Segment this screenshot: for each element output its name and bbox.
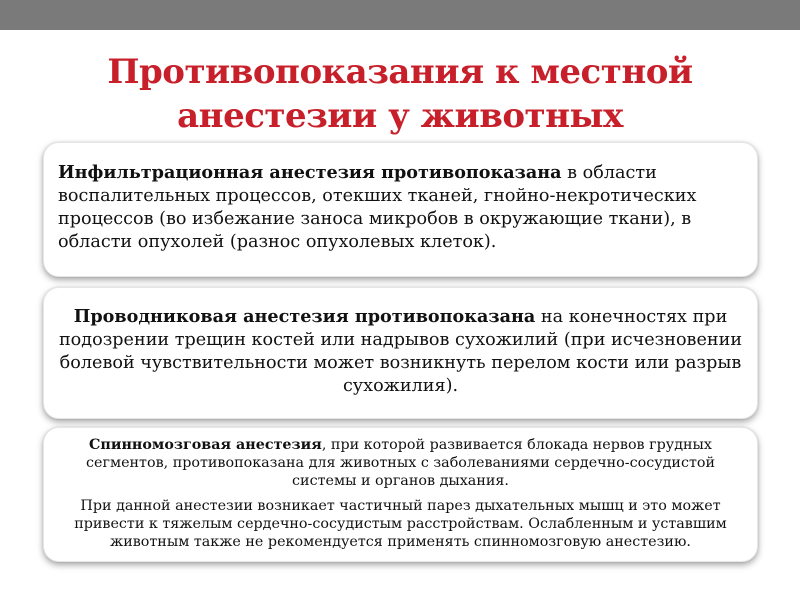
slide-title-line-1: Противопоказания к местной bbox=[107, 52, 693, 92]
card-spinal-anesthesia bbox=[43, 427, 758, 562]
card-infiltration-text: в области воспалительных процессов, отекших тканей, гнойно-некротических процессов (во избежание заноса микробов в окружающие ткани), в области опухолей (разнос опухолевых клеток). bbox=[58, 163, 697, 252]
card-spinal-text: , при которой развивается блокада нервов грудных сегментов, противопоказана для животных с заболеваниями сердечно-сосудистой системы и органов дыхания. bbox=[85, 437, 716, 489]
card-spinal-heading: Спинномозговая анестезия bbox=[89, 437, 322, 453]
card-spinal-paragraph-1 bbox=[56, 436, 745, 490]
top-bar bbox=[0, 0, 800, 30]
card-conduction-heading: Проводниковая анестезия противопоказана bbox=[73, 306, 536, 327]
card-infiltration-heading: Инфильтрационная анестезия противопоказана bbox=[58, 162, 562, 183]
slide-title-line-2: анестезии у животных bbox=[177, 96, 623, 136]
card-infiltration-anesthesia bbox=[43, 142, 758, 277]
slide-title bbox=[0, 50, 800, 138]
card-spinal-paragraph-2: При данной анестезии возникает частичный парез дыхательных мышц и это может привести к тяжелым сердечно-сосудистым расстройствам. Ослабленным и уставшим животным также не рекомендуется применять спинномозговую анестезию. bbox=[74, 498, 727, 550]
card-conduction-text: на конечностях при подозрении трещин костей или надрывов сухожилий (при исчезновении болевой чувствительности может возникнуть перелом кости или разрыв сухожилия). bbox=[58, 307, 743, 396]
card-conduction-anesthesia bbox=[43, 287, 758, 419]
